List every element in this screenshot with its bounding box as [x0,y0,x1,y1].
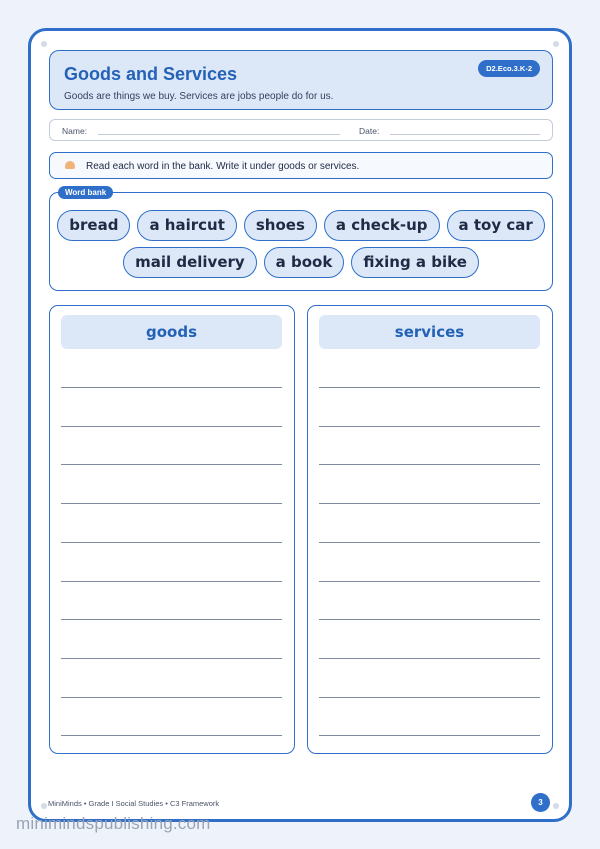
writing-line[interactable] [319,619,540,620]
corner-dot [41,803,47,809]
name-label: Name: [62,126,88,136]
word-chip: shoes [244,210,317,241]
page-number-badge: 3 [531,793,550,812]
writing-line[interactable] [61,503,282,504]
writing-line[interactable] [319,658,540,659]
page-title: Goods and Services [64,64,238,84]
standard-code-badge: D2.Eco.3.K-2 [478,60,540,77]
corner-dot [553,41,559,47]
services-heading: services [319,315,540,349]
writing-line[interactable] [61,464,282,465]
writing-line[interactable] [61,581,282,582]
writing-line[interactable] [319,426,540,427]
corner-dot [41,41,47,47]
word-chip: a haircut [137,210,236,241]
writing-line[interactable] [319,697,540,698]
word-bank-label: Word bank [58,186,113,199]
date-label: Date: [359,126,380,136]
worksheet-page [28,28,572,822]
instruction-text: Read each word in the bank. Write it under goods or services. [86,161,360,172]
writing-line[interactable] [61,542,282,543]
bread-icon [65,161,75,169]
goods-heading: goods [61,315,282,349]
writing-line[interactable] [319,464,540,465]
goods-column [49,305,295,754]
word-bank [49,188,553,291]
name-field[interactable] [98,134,340,135]
writing-line[interactable] [319,542,540,543]
word-bank-row [123,247,479,278]
student-info-bar [49,119,553,141]
word-chip: a toy car [447,210,545,241]
writing-line[interactable] [61,697,282,698]
writing-line[interactable] [61,387,282,388]
writing-line[interactable] [319,387,540,388]
writing-line[interactable] [319,581,540,582]
header-panel [49,50,553,110]
word-chip: fixing a bike [351,247,479,278]
watermark: minimindspublishing.com [16,814,211,833]
word-chip: mail delivery [123,247,257,278]
word-chip: a check-up [324,210,440,241]
date-field[interactable] [390,134,540,135]
writing-line[interactable] [319,503,540,504]
writing-line[interactable] [61,619,282,620]
services-column [307,305,553,754]
writing-line[interactable] [319,735,540,736]
page-subtitle: Goods are things we buy. Services are jobs people do for us. [64,91,334,102]
word-chip: a book [264,247,345,278]
instruction-box [49,152,553,179]
writing-line[interactable] [61,735,282,736]
word-chip: bread [57,210,130,241]
footer-text: MiniMinds • Grade I Social Studies • C3 Framework [48,799,220,808]
corner-dot [553,803,559,809]
writing-line[interactable] [61,426,282,427]
writing-line[interactable] [61,658,282,659]
word-bank-row [57,210,544,241]
